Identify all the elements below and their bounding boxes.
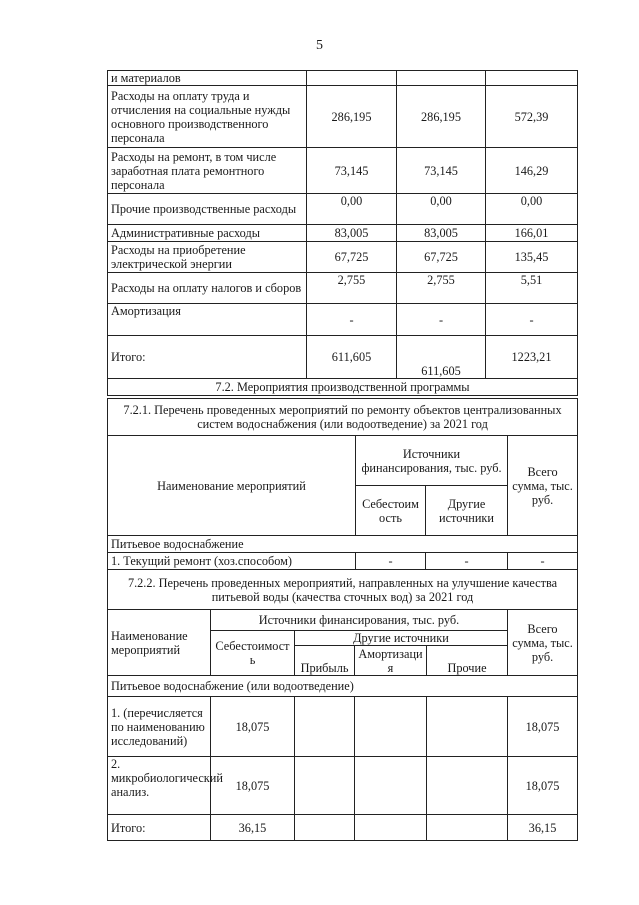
cell [427, 757, 508, 815]
row-name: 1. Текущий ремонт (хоз.способом) [108, 553, 356, 570]
table-row [108, 273, 578, 304]
cell [307, 71, 397, 86]
row-name: Амортизация [108, 304, 307, 336]
cell: 572,39 [486, 86, 578, 148]
cell: - [397, 304, 486, 336]
cost-table [107, 70, 578, 396]
cell [397, 71, 486, 86]
group-label: Питьевое водоснабжение [108, 536, 578, 553]
cell: 2,755 [397, 273, 486, 304]
table-row [108, 553, 578, 570]
table-row [108, 399, 578, 436]
header-total: Всего сумма, тыс. руб. [508, 610, 578, 676]
header-name: Наименование мероприятий [108, 436, 356, 536]
cell: - [356, 553, 426, 570]
cell: 73,145 [397, 148, 486, 194]
section-7-2-1-title: 7.2.1. Перечень проведенных мероприятий по ремонту объектов централизованных систем водоснабжения (или водоотведение) за 2021 год [108, 399, 578, 436]
header-sources: Источники финансирования, тыс. руб. [211, 610, 508, 631]
cell: 36,15 [508, 815, 578, 841]
cell [295, 757, 355, 815]
table-row [108, 194, 578, 225]
cell: 83,005 [397, 225, 486, 242]
row-name: Расходы на ремонт, в том числе заработная плата ремонтного персонала [108, 148, 307, 194]
row-name: Итого: [108, 336, 307, 379]
cell: 2,755 [307, 273, 397, 304]
section-7-2-2-title: 7.2.2. Перечень проведенных мероприятий, направленных на улучшение качества питьевой воды (качества сточных вод) за 2021 год [108, 570, 578, 610]
cell: 83,005 [307, 225, 397, 242]
table-row [108, 815, 578, 841]
header-total: Всего сумма, тыс. руб. [508, 436, 578, 536]
cell: 0,00 [486, 194, 578, 225]
cell: 18,075 [508, 757, 578, 815]
table-row [108, 536, 578, 553]
row-name: Расходы на оплату налогов и сборов [108, 273, 307, 304]
table-row [108, 610, 578, 631]
cell: 0,00 [307, 194, 397, 225]
table-row [108, 757, 578, 815]
table-row [108, 86, 578, 148]
cell [355, 697, 427, 757]
cell: 67,725 [307, 242, 397, 273]
cell: 286,195 [397, 86, 486, 148]
table-row [108, 242, 578, 273]
repairs-table [107, 398, 578, 570]
cell: 146,29 [486, 148, 578, 194]
cell: 611,605 [397, 336, 486, 379]
section-7-2-title: 7.2. Мероприятия производственной программы [108, 379, 578, 396]
cell: 611,605 [307, 336, 397, 379]
cell: 18,075 [508, 697, 578, 757]
cell: 166,01 [486, 225, 578, 242]
cell [486, 71, 578, 86]
cell [355, 815, 427, 841]
cell: 5,51 [486, 273, 578, 304]
cell: 67,725 [397, 242, 486, 273]
row-name: Расходы на приобретение электрической энергии [108, 242, 307, 273]
header-misc: Прочие [427, 646, 508, 676]
table-row [108, 304, 578, 336]
cell [427, 697, 508, 757]
row-name: и материалов [108, 71, 307, 86]
group-label: Питьевое водоснабжение (или водоотведение) [108, 676, 578, 697]
header-amortization: Амортизация [355, 646, 427, 676]
table-row [108, 225, 578, 242]
cell: 36,15 [211, 815, 295, 841]
row-name: Прочие производственные расходы [108, 194, 307, 225]
cell: 73,145 [307, 148, 397, 194]
header-sources: Источники финансирования, тыс. руб. [356, 436, 508, 486]
header-cost: Себестоимость [211, 631, 295, 676]
header-other: Другие источники [426, 486, 508, 536]
cell [295, 815, 355, 841]
cell: - [307, 304, 397, 336]
cell: 1223,21 [486, 336, 578, 379]
header-cost: Себестоимость [356, 486, 426, 536]
table-row [108, 148, 578, 194]
cell: - [426, 553, 508, 570]
table-row [108, 336, 578, 379]
header-profit: Прибыль [295, 646, 355, 676]
cell: 18,075 [211, 697, 295, 757]
cell [427, 815, 508, 841]
row-name: 2. микробиологический анализ. [108, 757, 211, 815]
cell: 18,075 [211, 757, 295, 815]
table-row [108, 71, 578, 86]
cell: - [508, 553, 578, 570]
table-row [108, 697, 578, 757]
cell: - [486, 304, 578, 336]
water-quality-table [107, 569, 578, 841]
row-name: Расходы на оплату труда и отчисления на социальные нужды основного производственного персонала [108, 86, 307, 148]
cell [295, 697, 355, 757]
section-heading-row [108, 379, 578, 396]
table-row [108, 436, 578, 486]
cell: 135,45 [486, 242, 578, 273]
page-number: 5 [316, 38, 323, 53]
cell: 286,195 [307, 86, 397, 148]
table-row [108, 570, 578, 610]
row-name: Итого: [108, 815, 211, 841]
cell [355, 757, 427, 815]
row-name: Административные расходы [108, 225, 307, 242]
header-other: Другие источники [295, 631, 508, 646]
cell: 0,00 [397, 194, 486, 225]
row-name: 1. (перечисляется по наименованию исследований) [108, 697, 211, 757]
header-name: Наименование мероприятий [108, 610, 211, 676]
table-row [108, 676, 578, 697]
